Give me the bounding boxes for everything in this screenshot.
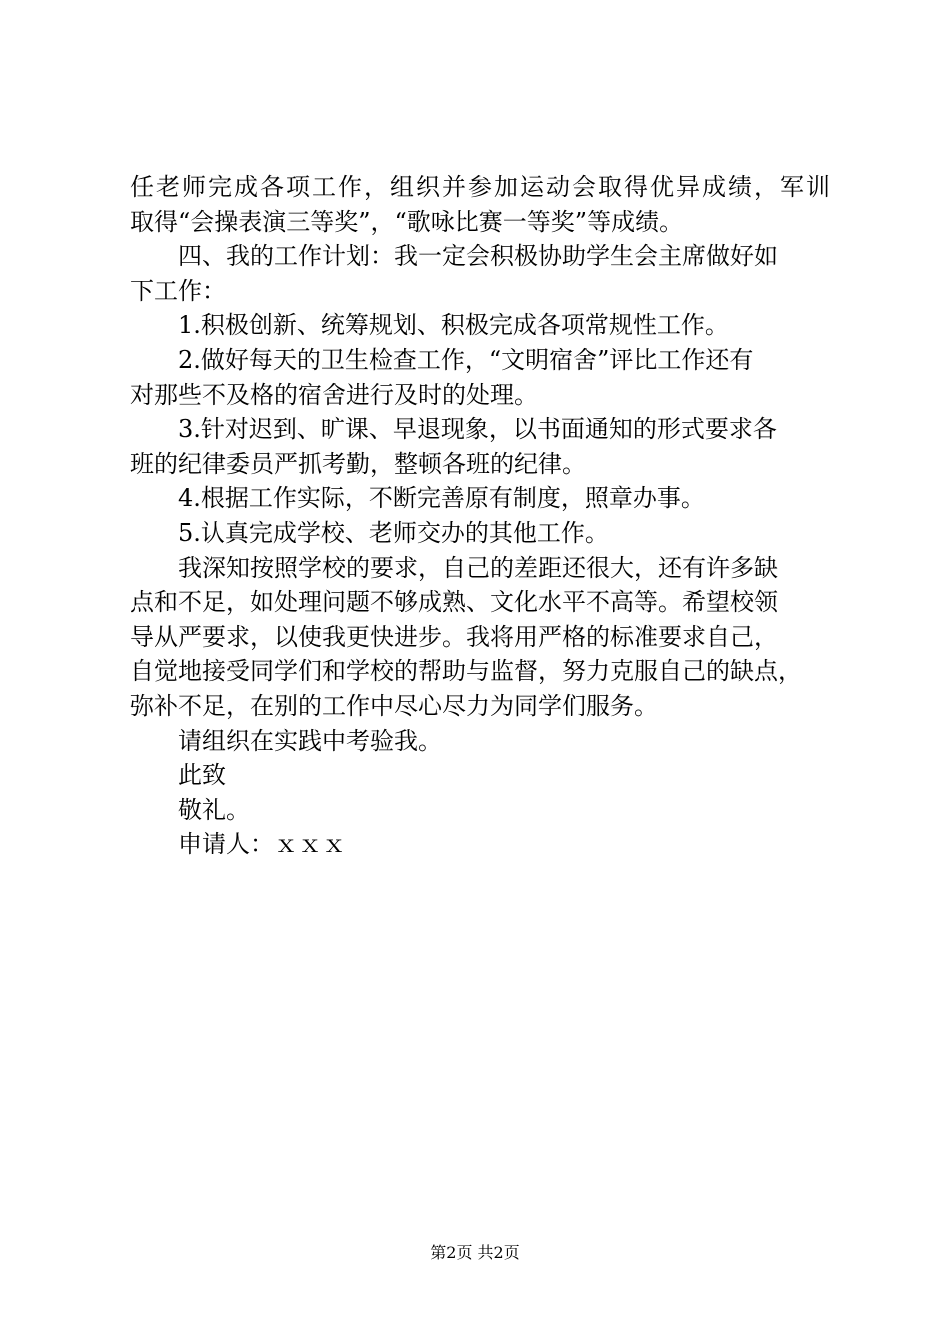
plan-item-3: 3.针对迟到、旷课、早退现象，以书面通知的形式要求各 [178,415,777,444]
text-line: 导从严要求，以使我更快进步。我将用严格的标准要求自己， [130,622,778,651]
regards: 敬礼。 [178,795,250,824]
salutation: 此致 [178,761,226,790]
text-line: 点和不足，如处理问题不够成熟、文化水平不高等。希望校领 [130,588,778,617]
closing-paragraph: 我深知按照学校的要求，自己的差距还很大，还有许多缺 [178,553,778,582]
plan-item-5: 5.认真完成学校、老师交办的其他工作。 [178,518,609,547]
text-line: 取得“会操表演三等奖”，“歌咏比赛一等奖”等成绩。 [130,207,684,236]
text-line: 弥补不足，在别的工作中尽心尽力为同学们服务。 [130,691,658,720]
page-number: 第2页 共2页 [430,1243,520,1262]
document-body [130,170,850,862]
plan-item-4: 4.根据工作实际，不断完善原有制度，照章办事。 [178,484,705,513]
plan-item-1: 1.积极创新、统筹规划、积极完成各项常规性工作。 [178,311,729,340]
plan-item-2: 2.做好每天的卫生检查工作，“文明宿舍”评比工作还有 [178,345,754,374]
text-line: 下工作： [130,276,226,305]
section-heading-work-plan: 四、我的工作计划：我一定会积极协助学生会主席做好如 [178,242,778,271]
text-line: 对那些不及格的宿舍进行及时的处理。 [130,380,538,409]
text-line: 任老师完成各项工作，组织并参加运动会取得优异成绩，军训 [130,173,830,201]
applicant-signature: 申请人：ｘｘｘ [178,830,346,859]
request-line: 请组织在实践中考验我。 [178,726,442,755]
text-line: 自觉地接受同学们和学校的帮助与监督，努力克服自己的缺点， [130,657,802,686]
text-line: 班的纪律委员严抓考勤，整顿各班的纪律。 [130,449,586,478]
